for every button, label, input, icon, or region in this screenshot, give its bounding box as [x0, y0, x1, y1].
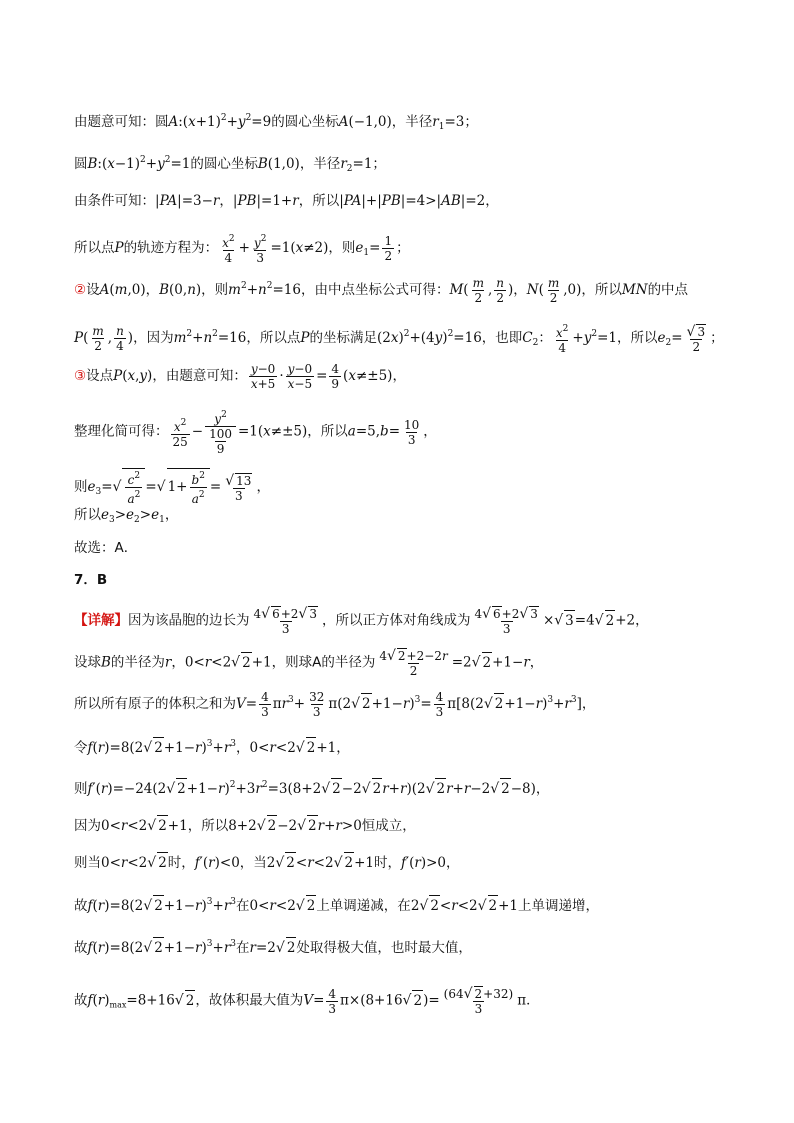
text-line-17: 则f′(r)=−24(2√ $2+1-r)^2+3r^2=3(8+2√$ 2−2√ 2r+r)(2√ 2r+r−2√ 2−8)， [74, 780, 550, 797]
text-line-13: 【详解】因为该晶胞的边长为 $\frac{4√ 6+2√ 3}{3}$ ，所以正方体对角线成为 $\frac{4√ 6+2√ 3}{3}$ ×√ 3=4√ 2+2， [74, 606, 649, 636]
text-line-16: 令f(r)=8(2√ $2+1-r)^3+r^3$，0<r<2√ 2+1， [74, 739, 350, 756]
text-line-6: P( $\frac{m}{2}$ , $\frac{n}{4}$ )，因为$m^2+n^2=16$，所以点P的坐标满足$(2x)^2+(4y)^2=16$，也即$C_2$： $\frac{x^2}{4}$ $+y^2=1$，所以$e_2=$ $\frac{√ 3}{2}$ ； [74, 323, 724, 355]
text-line-9: 则$e_3=√$ $\frac{c^2}{a^2}$ =√ 1+ $\frac{b^2}{a^2}$ = $\frac{√ 13}{3}$ ， [74, 468, 270, 506]
text-line-19: 则当0<r<2√ 2时，f′(r)<0，当2√ 2<r<2√ 2+1时，f′(r)>0， [74, 852, 459, 873]
text-line-8: 整理化简可得： $\frac{x^2}{25}$ − $\frac{y^2}{\frac{100}{9}}$ =1(x≠±5)，所以a=5,b= $\frac{10}{3}$ ， [74, 410, 437, 456]
text-line-5: ②设A(m,0)，B(0,n)，则$m^2+n^2=16$，由中点坐标公式可得：M( $\frac{m}{2}$ , $\frac{n}{2}$ )，N( $\frac{m}{2}$ ,0)，所以MN的中点 [74, 276, 689, 305]
text-line-3: 由条件可知：|PA|=3−r，|PB|=1+r，所以|PA|+|PB|=4>|AB|=2， [74, 193, 499, 209]
text-line-10: 所以$e_3>e_2>e_1$， [74, 507, 179, 525]
text-line-18: 因为0<r<2√ 2+1，所以8+2√ 2−2√ 2r+r>0恒成立， [74, 815, 416, 836]
text-line-1: 由题意可知：圆$A:(x+1)^2+y^2=9$的圆心坐标A(−1,0)，半径$r_1=3$； [74, 113, 478, 132]
text-line-20: 故f(r)=8(2√ $2+1-r)^3+r^3$在0<r<2√ 2上单调递减，在2√ 2<r<2√ 2+1上单调递增， [74, 897, 600, 914]
text-line-7: ③设点P(x,y)，由题意可知： $\frac{y-0}{x+5}$ · $\frac{y-0}{x-5}$ = $\frac{4}{9}$ (x≠±5)， [74, 362, 406, 391]
text-line-2: 圆$B:(x-1)^2+y^2=1$的圆心坐标B(1,0)，半径$r_2=1$； [74, 155, 386, 174]
text-line-4: 所以点P的轨迹方程为： $\frac{x^2}{4}$ + $\frac{y^2}{3}$ =1(x≠2)，则$e_1=$ $\frac{1}{2}$ ； [74, 234, 410, 265]
text-line-11: 故选：A． [74, 540, 138, 556]
question-number: 7．B [74, 572, 108, 588]
text-line-15: 所以所有原子的体积之和为V= $\frac{4}{3}$ $\pi r^3+$ $\frac{32}{3}$ π(2√ 2+1−r)$^3$= $\frac{4}{3}$ π[8(2√ $2+1-r)^3+r^3$]， [74, 690, 596, 719]
text-line-22: 故$f(r)_{max}=8+16√$ 2，故体积最大值为V= $\frac{4}{3}$ π×(8+16√ 2)= $\frac{(64√ 2+32)}{3}$ π． [74, 986, 540, 1016]
text-line-14: 设球B的半径为r，0<r<2√ 2+1，则球A的半径为 $\frac{4√ 2+2-2r}{2}$ =2√ 2+1−r， [74, 648, 544, 678]
text-line-21: 故f(r)=8(2√ $2+1-r)^3+r^3$在r=2√ 2处取得极大值，也时最大值， [74, 939, 472, 956]
